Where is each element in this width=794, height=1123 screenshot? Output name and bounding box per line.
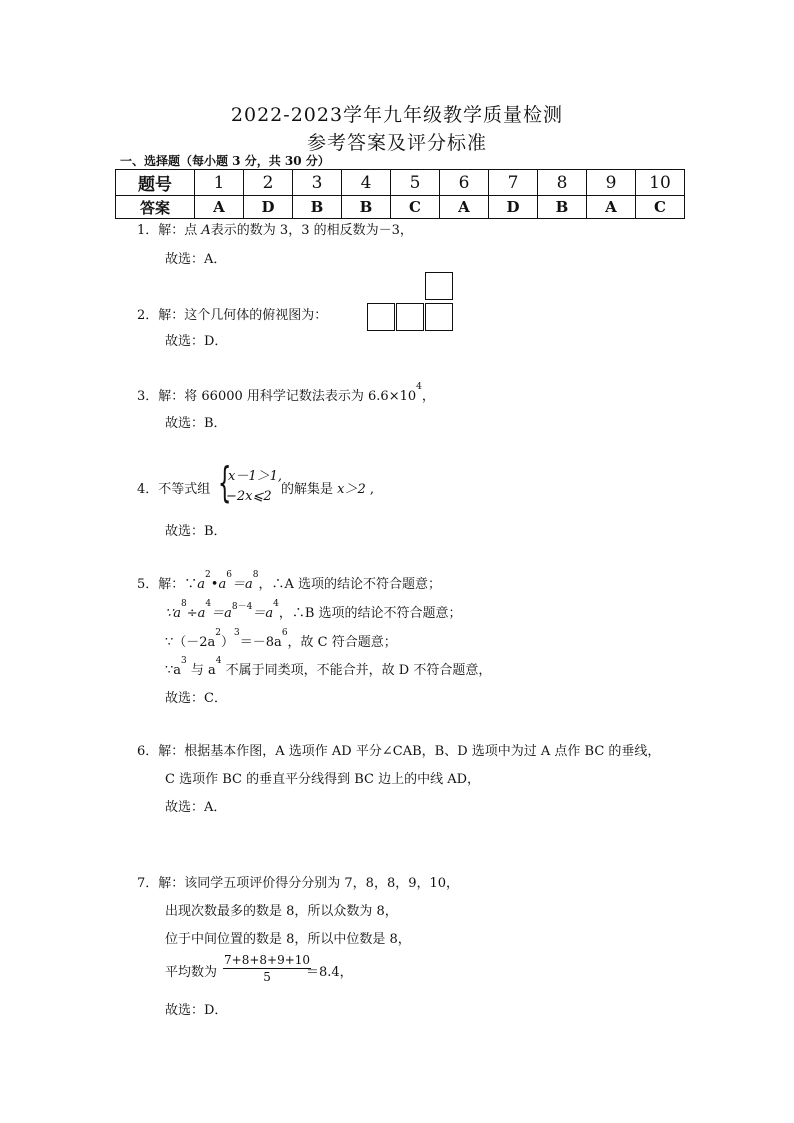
answer-cell: B	[293, 196, 342, 219]
q1-text: 1．解：点	[137, 223, 202, 238]
q3-text: 3．解：将 66000 用科学记数法表示为 6.6×10	[137, 389, 417, 404]
row-label-answer: 答案	[116, 196, 195, 219]
q7-line-1: 7．解：该同学五项评价得分分别为 7，8，8，9，10，	[137, 876, 460, 891]
q5-line-2	[165, 599, 462, 621]
q5-exponent: 8	[181, 599, 187, 609]
q3-solution	[137, 382, 435, 404]
q4-prefix: 4．不等式组	[137, 482, 211, 497]
answer-cell: D	[489, 196, 538, 219]
q3-conclusion: 故选：B．	[165, 416, 227, 431]
q5-exponent: 2	[215, 628, 222, 638]
q5-exponent: 3	[234, 628, 240, 638]
q4-inequality-1: x－1＞1,	[228, 469, 283, 484]
q7-line-2: 出现次数最多的数是 8，所以众数为 8，	[165, 904, 398, 919]
q5-exponent: 6	[226, 570, 232, 580]
q5-exponent: 8－4	[231, 602, 253, 612]
q5-line-4	[165, 656, 492, 678]
q5-text: 不属于同类项，不能合并，故 D 不符合题意，	[221, 663, 492, 678]
answer-row	[116, 196, 685, 219]
fraction-numerator: 7+8+8+9+10	[224, 953, 311, 967]
q5-text: ∵a	[165, 663, 182, 678]
page-title: 2022-2023学年九年级教学质量检测	[230, 104, 564, 126]
q7-conclusion: 故选：D．	[165, 1003, 228, 1018]
q7-line-3: 位于中间位置的数是 8，所以中位数是 8，	[165, 932, 411, 947]
q6-line-1: 6．解：根据基本作图，A 选项作 AD 平分∠CAB，B、D 选项中为过 A 点作 BC 的垂线，	[137, 744, 661, 759]
q5-text: ＝a	[211, 606, 232, 621]
q1-solution	[137, 219, 413, 238]
question-number: 5	[391, 170, 440, 196]
fraction-denominator: 5	[263, 970, 271, 984]
q4-solution	[281, 478, 374, 497]
q5-conclusion: 故选：C．	[165, 691, 227, 706]
question-number: 1	[195, 170, 244, 196]
q3-exponent: 4	[416, 382, 422, 392]
question-number: 2	[244, 170, 293, 196]
q5-text: ÷a	[186, 606, 206, 621]
q2-conclusion: 故选：D．	[165, 334, 228, 349]
q5-exponent: 4	[215, 656, 222, 666]
answer-cell: C	[391, 196, 440, 219]
q5-text: ＝－8a	[239, 635, 282, 650]
q7-mean-label: 平均数为	[165, 965, 218, 980]
q5-text: a	[197, 577, 206, 592]
figure-square	[367, 303, 395, 331]
answer-cell: A	[195, 196, 244, 219]
answer-cell: C	[636, 196, 685, 219]
q5-exponent: 4	[273, 599, 279, 609]
q5-text: 与 a	[186, 663, 216, 678]
q5-text: 5．解：∵	[137, 577, 198, 592]
q4-answer-set: x＞2	[337, 482, 366, 497]
q5-text: ＝a	[252, 606, 274, 621]
question-number: 9	[587, 170, 636, 196]
answer-cell: A	[587, 196, 636, 219]
q4-text: 的解集是	[281, 482, 338, 497]
figure-square	[396, 303, 424, 331]
q1-conclusion: 故选：A．	[165, 252, 227, 267]
brace-icon: {	[218, 458, 232, 507]
q5-exponent: 6	[281, 628, 288, 638]
q7-mean-result: ＝8.4，	[306, 965, 353, 980]
question-number: 8	[538, 170, 587, 196]
question-number: 7	[489, 170, 538, 196]
q5-exponent: 8	[252, 570, 259, 580]
question-number: 3	[293, 170, 342, 196]
section-heading: 一、选择题（每小题 3 分，共 30 分）	[120, 154, 330, 168]
row-label-number: 题号	[116, 170, 195, 196]
figure-square	[425, 272, 453, 300]
q1-text: 表示的数为 3，3 的相反数为－3，	[210, 223, 413, 238]
q5-text: •a	[210, 577, 227, 592]
q5-exponent: 4	[205, 599, 212, 609]
q5-text: ）	[221, 635, 235, 650]
question-number-row	[116, 170, 685, 196]
answer-cell: B	[342, 196, 391, 219]
q5-text: ∵a	[165, 606, 182, 621]
q4-text: ,	[365, 482, 375, 497]
answer-cell: B	[538, 196, 587, 219]
q5-exponent: 2	[205, 570, 211, 580]
answer-table	[115, 169, 685, 219]
q2-solution: 2．解：这个几何体的俯视图为：	[137, 308, 328, 323]
page-subtitle: 参考答案及评分标准	[306, 132, 487, 154]
q5-text: ，∴A 选项的结论不符合题意；	[258, 577, 441, 592]
q5-line-1	[137, 570, 441, 592]
q7-mean-fraction	[223, 953, 311, 984]
answer-cell: A	[440, 196, 489, 219]
q5-exponent: 3	[181, 656, 187, 666]
q6-conclusion: 故选：A．	[165, 800, 227, 815]
answer-cell: D	[244, 196, 293, 219]
q5-text: ，∴B 选项的结论不符合题意；	[278, 606, 462, 621]
q5-text: ，故 C 符合题意；	[287, 635, 397, 650]
question-number: 4	[342, 170, 391, 196]
q4-conclusion: 故选：B．	[165, 524, 227, 539]
question-number: 10	[636, 170, 685, 196]
q5-text: ＝a	[231, 577, 253, 592]
q5-text: ∵（－2a	[165, 635, 216, 650]
figure-square	[425, 303, 453, 331]
q5-line-3	[165, 628, 397, 650]
q4-inequality-2: −2x⩽2	[226, 489, 272, 504]
q6-line-2: C 选项作 BC 的垂直平分线得到 BC 边上的中线 AD，	[165, 772, 481, 787]
question-number: 6	[440, 170, 489, 196]
q1-var: A	[201, 223, 211, 238]
q3-text: ，	[421, 389, 435, 404]
